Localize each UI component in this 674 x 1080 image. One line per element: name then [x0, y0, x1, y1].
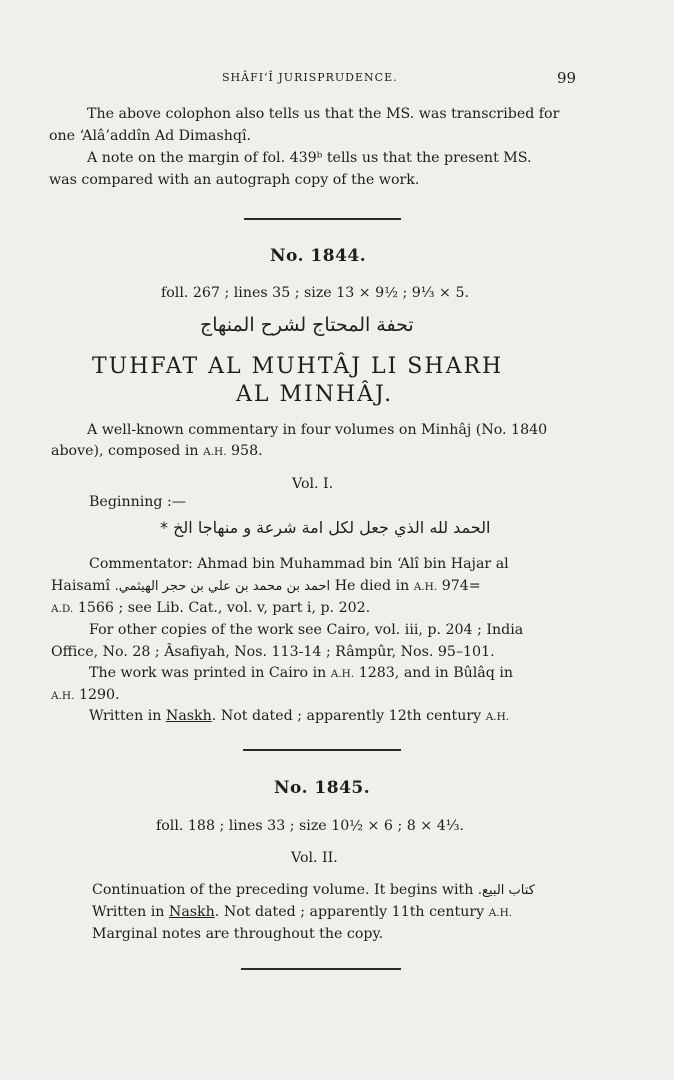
- section-divider: [243, 749, 401, 751]
- entry-number: No. 1844.: [270, 246, 367, 266]
- continuation-line: Continuation of the preceding volume. It begins with كتاب البيع.: [92, 882, 535, 898]
- volume-label: Vol. II.: [291, 850, 338, 866]
- commentator-line: A.D. 1566 ; see Lib. Cat., vol. v, part i, p. 202.: [51, 600, 371, 616]
- copies-line: For other copies of the work see Cairo, vol. iii, p. 204 ; India: [89, 622, 524, 638]
- written-line: Written in Naskh. Not dated ; apparently 12th century A.H.: [89, 708, 510, 724]
- description-line: A well-known commentary in four volumes on Minhâj (No. 1840: [87, 422, 548, 438]
- running-title: SHÂFI‘Î JURISPRUDENCE.: [222, 71, 398, 84]
- arabic-title: تحفة المحتاج لشرح المنهاج: [200, 314, 414, 336]
- commentator-line: Commentator: Ahmad bin Muhammad bin ‘Alî bin Hajar al: [89, 556, 509, 572]
- description-line: above), composed in A.H. 958.: [51, 443, 263, 459]
- copies-line: Office, No. 28 ; Âsafiyah, Nos. 113-14 ; Râmpûr, Nos. 95–101.: [51, 644, 495, 660]
- work-title-line: AL MINHÂJ.: [236, 382, 394, 407]
- page-number: 99: [557, 69, 577, 87]
- entry-specs: foll. 188 ; lines 33 ; size 10½ × 6 ; 8 × 4⅓.: [156, 818, 464, 834]
- work-title-line: TUHFAT AL MUHTÂJ LI SHARH: [92, 354, 504, 379]
- volume-label: Vol. I.: [292, 476, 334, 492]
- printed-line: The work was printed in Cairo in A.H. 1283, and in Bûlâq in: [89, 665, 514, 681]
- entry-number: No. 1845.: [274, 778, 371, 798]
- intro-line: The above colophon also tells us that the MS. was transcribed for: [87, 106, 560, 122]
- beginning-label: Beginning :—: [89, 494, 186, 510]
- intro-line: one ‘Alâ’addîn Ad Dimashqî.: [49, 128, 252, 144]
- intro-line: was compared with an autograph copy of the work.: [49, 172, 420, 188]
- written-line: Written in Naskh. Not dated ; apparently 11th century A.H.: [92, 904, 513, 920]
- marginal-notes-line: Marginal notes are throughout the copy.: [92, 926, 384, 942]
- entry-specs: foll. 267 ; lines 35 ; size 13 × 9½ ; 9⅓ × 5.: [161, 285, 469, 301]
- printed-line: A.H. 1290.: [51, 687, 120, 703]
- arabic-incipit: الحمد لله الذي جعل لكل امة شرعة و منهاجا الخ *: [160, 518, 491, 537]
- section-divider: [244, 218, 401, 220]
- section-divider: [241, 968, 401, 970]
- intro-line: A note on the margin of fol. 439ᵇ tells us that the present MS.: [87, 150, 532, 166]
- commentator-line: Haisamî احمد بن محمد بن علي بن حجر الهيثمي. He died in A.H. 974=: [51, 578, 481, 594]
